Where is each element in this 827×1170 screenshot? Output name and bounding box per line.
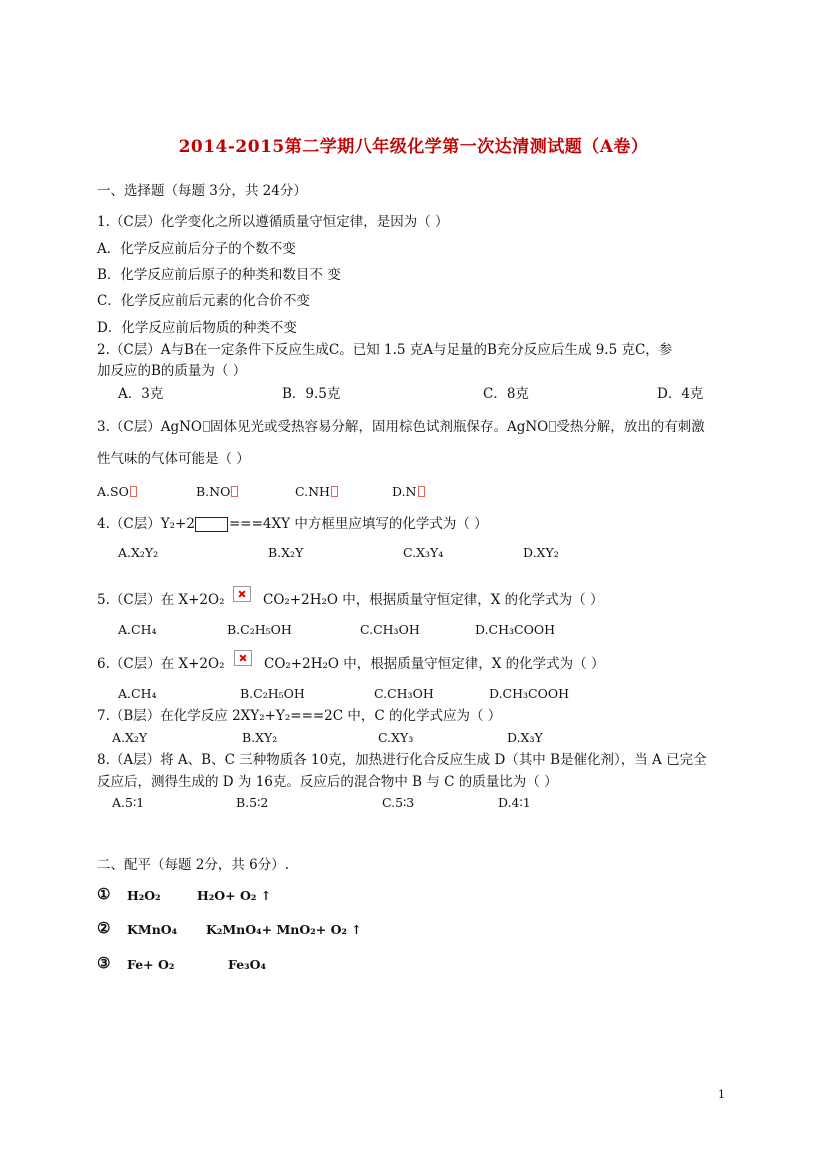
question-2-option-c: C．8克 — [483, 386, 529, 402]
question-3-line-1 — [97, 418, 705, 436]
equation-3-number: ③ — [97, 954, 111, 972]
option-label: D.N — [392, 484, 417, 499]
question-4-option-d: D.XY₂ — [523, 545, 559, 560]
question-6-stem-part-1: 6.（C层）在 X+2O₂ — [97, 656, 225, 672]
question-6-option-b: B.C₂H₅OH — [240, 686, 305, 701]
broken-image-icon — [331, 486, 338, 497]
question-5-option-c: C.CH₃OH — [360, 622, 420, 637]
section-heading-balancing: 二、配平（每题 2分，共 6分）. — [97, 857, 290, 873]
equation-2-number: ② — [97, 919, 111, 937]
equation-2-products: K₂MnO₄+ MnO₂+ O₂ ↑ — [206, 922, 362, 937]
question-2-option-a: A．3克 — [118, 386, 164, 402]
option-label: A.SO — [97, 484, 129, 499]
equation-1-reactant: H₂O₂ — [127, 888, 161, 903]
question-8-option-b: B.5∶2 — [236, 795, 269, 810]
question-8-option-a: A.5∶1 — [112, 795, 145, 810]
broken-image-icon — [234, 650, 252, 666]
question-7-option-c: C.XY₃ — [378, 730, 414, 745]
question-3-text-part-1: 3.（C层）AgNO — [97, 419, 202, 435]
question-2-option-d: D．4克 — [657, 386, 704, 402]
section-heading-choice: 一、选择题（每题 3分，共 24分） — [97, 183, 307, 199]
question-8-option-c: C.5∶3 — [382, 795, 415, 810]
question-3-option-c — [295, 484, 338, 500]
question-7-option-b: B.XY₂ — [242, 730, 278, 745]
question-7-option-a: A.X₂Y — [112, 730, 148, 745]
question-3-option-d — [392, 484, 425, 500]
question-7-option-d: D.X₃Y — [507, 730, 543, 745]
question-5-stem-part-2: CO₂+2H₂O 中，根据质量守恒定律，X 的化学式为（ ） — [263, 592, 604, 608]
question-6-stem-part-2: CO₂+2H₂O 中，根据质量守恒定律，X 的化学式为（ ） — [264, 656, 605, 672]
option-label: B.NO — [196, 484, 231, 499]
question-6-option-c: C.CH₃OH — [374, 686, 434, 701]
broken-image-icon — [418, 486, 425, 497]
question-6-option-a: A.CH₄ — [118, 686, 157, 701]
question-6-option-d: D.CH₃COOH — [489, 686, 569, 701]
question-5-option-b: B.C₂H₅OH — [227, 622, 292, 637]
question-3-option-a — [97, 484, 137, 500]
question-4-stem-part-1: 4.（C层）Y₂+2 — [97, 516, 195, 532]
question-5-option-d: D.CH₃COOH — [475, 622, 555, 637]
answer-blank-box — [195, 517, 228, 532]
question-2-option-b: B．9.5克 — [282, 386, 341, 402]
question-8-line-1: 8.（A层）将 A、B、C 三种物质各 10克，加热进行化合反应生成 D（其中 B是催化剂），当 A 已完全 — [97, 752, 707, 768]
question-1-stem: 1.（C层）化学变化之所以遵循质量守恒定律，是因为（ ） — [97, 214, 449, 230]
broken-image-icon — [233, 586, 251, 602]
page-title: 2014-2015第二学期八年级化学第一次达清测试题（A卷） — [178, 137, 649, 157]
question-5-option-a: A.CH₄ — [118, 622, 157, 637]
question-5-stem-part-1: 5.（C层）在 X+2O₂ — [97, 592, 225, 608]
question-4-option-b: B.X₂Y — [268, 545, 304, 560]
option-label: C.NH — [295, 484, 330, 499]
question-1-option-d: D．化学反应前后物质的种类不变 — [97, 320, 297, 336]
question-1-option-b: B．化学反应前后原子的种类和数目不 变 — [97, 267, 341, 283]
equation-3-products: Fe₃O₄ — [228, 957, 266, 972]
question-7-stem: 7.（B层）在化学反应 2XY₂+Y₂===2C 中，C 的化学式应为（ ） — [97, 708, 502, 724]
equation-1-products: H₂O+ O₂ ↑ — [197, 888, 272, 903]
question-1-option-a: A．化学反应前后分子的个数不变 — [97, 241, 296, 257]
question-8-option-d: D.4∶1 — [498, 795, 531, 810]
broken-image-icon — [203, 421, 210, 432]
equation-3-reactant: Fe+ O₂ — [127, 957, 175, 972]
question-3-text-part-2: 固体见光或受热容易分解，固用棕色试剂瓶保存。AgNO — [209, 419, 549, 435]
question-8-line-2: 反应后，测得生成的 D 为 16克。反应后的混合物中 B 与 C 的质量比为（ ） — [97, 774, 558, 790]
question-4-option-a: A.X₂Y₂ — [118, 545, 159, 560]
broken-image-icon — [231, 486, 238, 497]
question-2-line-2: 加反应的B的质量为（ ） — [97, 363, 247, 379]
question-2-line-1: 2.（C层）A与B在一定条件下反应生成C。已知 1.5 克A与足量的B充分反应后生成 9.5 克C，参 — [97, 342, 673, 358]
question-3-option-b — [196, 484, 238, 500]
page-number: 1 — [718, 1088, 725, 1101]
question-1-option-c: C．化学反应前后元素的化合价不变 — [97, 293, 310, 309]
question-3-line-2: 性气味的气体可能是（ ） — [97, 451, 250, 467]
equation-1-number: ① — [97, 885, 111, 903]
question-4-stem-part-2: ===4XY 中方框里应填写的化学式为（ ） — [229, 516, 488, 532]
broken-image-icon — [130, 486, 137, 497]
question-4-option-c: C.X₃Y₄ — [403, 545, 444, 560]
equation-2-reactant: KMnO₄ — [127, 922, 178, 937]
question-3-text-part-3: 受热分解，放出的有刺激 — [556, 419, 705, 435]
